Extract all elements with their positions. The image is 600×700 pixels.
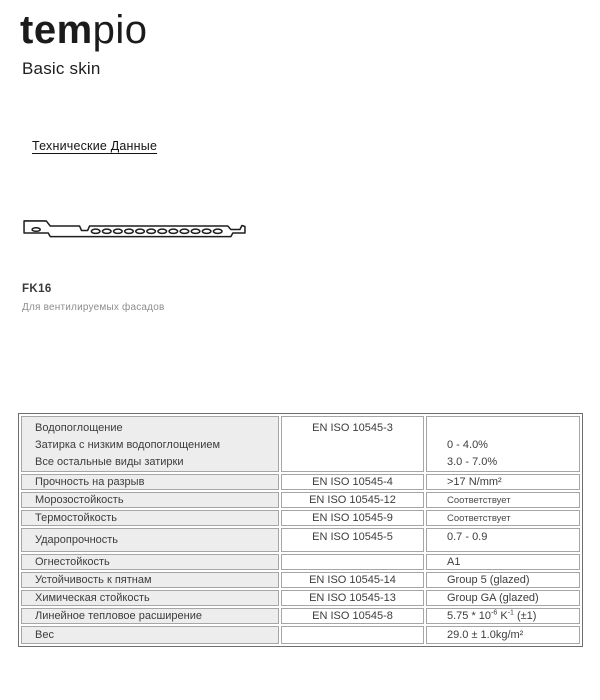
panel-cross-section-drawing xyxy=(19,212,249,244)
table-row-breaking-strength xyxy=(21,474,580,490)
logo-bold-part: tem xyxy=(20,8,93,52)
value-cell xyxy=(426,608,580,624)
standard-cell: EN ISO 10545-4 xyxy=(281,474,424,490)
table-row-stain-resistance xyxy=(21,572,580,588)
property-line: Затирка с низким водопоглощением xyxy=(35,439,221,451)
standard-cell xyxy=(281,416,424,472)
value-text: K xyxy=(497,610,508,622)
value-text: 5.75 * 10 xyxy=(447,610,492,622)
value-cell: 29.0 ± 1.0kg/m² xyxy=(426,626,580,644)
standard-cell: EN ISO 10545-8 xyxy=(281,608,424,624)
property-cell xyxy=(21,416,279,472)
value-cell: >17 N/mm² xyxy=(426,474,580,490)
table-row-weight xyxy=(21,626,580,644)
value-cell: A1 xyxy=(426,554,580,570)
standard-cell: EN ISO 10545-9 xyxy=(281,510,424,526)
property-cell: Линейное тепловое расширение xyxy=(21,608,279,624)
section-heading: Технические Данные xyxy=(32,139,158,153)
value-cell xyxy=(426,416,580,472)
property-cell: Морозостойкость xyxy=(21,492,279,508)
brand-logo xyxy=(20,6,148,54)
technical-data-table xyxy=(18,413,583,647)
property-cell: Огнестойкость xyxy=(21,554,279,570)
table-row-impact-resistance xyxy=(21,528,580,552)
table-row-thermal-shock-resistance xyxy=(21,510,580,526)
property-line: Все остальные виды затирки xyxy=(35,456,184,468)
product-line-subtitle: Basic skin xyxy=(22,59,101,78)
logo-light-part: pio xyxy=(92,8,148,52)
standard-text: EN ISO 10545-3 xyxy=(312,422,393,434)
table-row-water-absorption xyxy=(21,416,580,472)
property-cell: Вес xyxy=(21,626,279,644)
value-cell: Group 5 (glazed) xyxy=(426,572,580,588)
value-line: 0 - 4.0% xyxy=(447,439,488,451)
property-cell: Термостойкость xyxy=(21,510,279,526)
standard-cell xyxy=(281,626,424,644)
table-row-frost-resistance xyxy=(21,492,580,508)
table-row-chemical-resistance xyxy=(21,590,580,606)
value-cell: Group GA (glazed) xyxy=(426,590,580,606)
value-text: Соответствует xyxy=(447,513,511,524)
standard-cell: EN ISO 10545-13 xyxy=(281,590,424,606)
value-cell xyxy=(426,492,580,508)
value-text: Соответствует xyxy=(447,495,511,506)
value-exponent: -1 xyxy=(507,609,514,617)
standard-cell: EN ISO 10545-14 xyxy=(281,572,424,588)
value-line: 3.0 - 7.0% xyxy=(447,456,498,468)
value-cell xyxy=(426,510,580,526)
property-cell: Устойчивость к пятнам xyxy=(21,572,279,588)
standard-cell: EN ISO 10545-12 xyxy=(281,492,424,508)
table-row-linear-thermal-expansion xyxy=(21,608,580,624)
standard-cell xyxy=(281,554,424,570)
value-line-spacer xyxy=(447,420,579,437)
property-cell: Прочность на разрыв xyxy=(21,474,279,490)
product-description: Для вентилируемых фасадов xyxy=(22,302,165,313)
value-text: (±1) xyxy=(513,610,537,622)
table-row-fire-resistance xyxy=(21,554,580,570)
value-cell: 0.7 - 0.9 xyxy=(426,528,580,552)
standard-cell: EN ISO 10545-5 xyxy=(281,528,424,552)
property-line: Водопоглощение xyxy=(35,422,123,434)
value-exponent: -6 xyxy=(491,609,498,617)
property-cell: Ударопрочность xyxy=(21,528,279,552)
product-code: FK16 xyxy=(22,283,52,295)
property-cell: Химическая стойкость xyxy=(21,590,279,606)
